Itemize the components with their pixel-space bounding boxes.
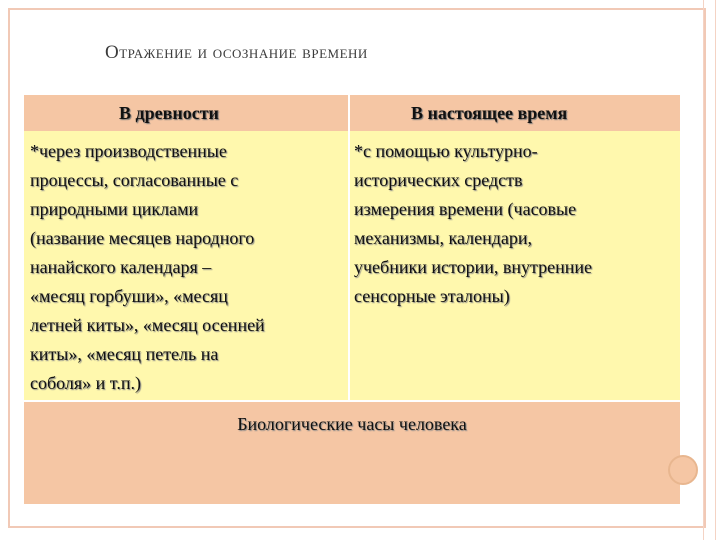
text-line: учебники истории, внутренние — [354, 257, 592, 277]
text-line: «месяц горбуши», «месяц — [30, 286, 228, 306]
text-line: *через производственные — [30, 141, 227, 161]
text-line: *с помощью культурно- — [354, 141, 538, 161]
text-line: механизмы, календари, — [354, 228, 533, 248]
header-ancient: В древности — [119, 103, 219, 123]
text-line: природными циклами — [30, 199, 199, 219]
text-line: киты», «месяц петель на — [30, 344, 219, 364]
text-line: соболя» и т.п.) — [30, 373, 141, 393]
footer-biological-clock: Биологические часы человека — [237, 414, 467, 434]
text-line: летней киты», «месяц осенней — [30, 315, 265, 335]
cell-present — [354, 137, 684, 311]
text-line: измерения времени (часовые — [354, 199, 577, 219]
header-present: В настоящее время — [411, 103, 568, 123]
text-line: исторических средств — [354, 170, 523, 190]
slide-title: Отражение и осознание времени — [105, 42, 368, 63]
table-footer-row — [24, 400, 680, 504]
table-header-row — [24, 95, 680, 131]
text-line: (название месяцев народного — [30, 228, 255, 248]
cell-ancient — [30, 137, 350, 398]
text-line: сенсорные эталоны) — [354, 286, 510, 306]
decorative-circle — [668, 455, 698, 485]
decorative-side-lines — [703, 0, 720, 540]
comparison-table — [24, 95, 680, 502]
text-line: нанайского календаря – — [30, 257, 212, 277]
text-line: процессы, согласованные с — [30, 170, 239, 190]
